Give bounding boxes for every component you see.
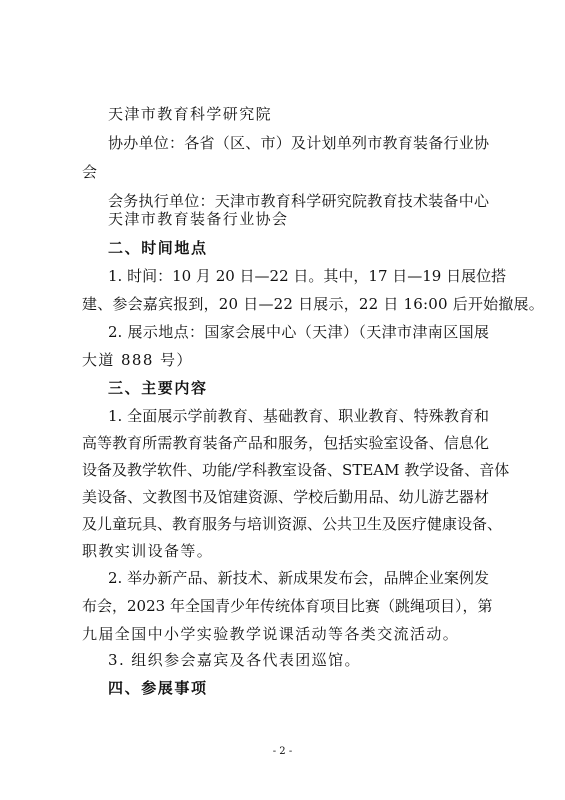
page-number: - 2 - (272, 746, 293, 757)
content-item2-line: 九届全国中小学实验教学说课活动等各类交流活动。 (82, 625, 460, 643)
location-line-2: 大道 888 号） (82, 351, 193, 369)
time-line-1: 1. 时间：10 月 20 日—22 日。其中，17 日—19 日展位搭 (108, 267, 507, 285)
section-heading-time-location: 二、时间地点 (108, 239, 208, 257)
time-line-2: 建、参会嘉宾报到，20 日—22 日展示，22 日 16:00 后开始撤展。 (82, 295, 544, 313)
content-item1-line: 职教实训设备等。 (82, 542, 214, 560)
content-item2-line: 布会，2023 年全国青少年传统体育项目比赛（跳绳项目），第 (82, 597, 493, 615)
organizer-line: 天津市教育科学研究院 (108, 105, 273, 123)
content-item3-line: 3. 组织参会嘉宾及各代表团巡馆。 (108, 651, 361, 669)
executive-unit-line-2: 天津市教育装备行业协会 (108, 210, 289, 228)
co-organizer-line: 协办单位：各省（区、市）及计划单列市教育装备行业协 (108, 134, 489, 152)
content-item1-line: 及儿童玩具、教育服务与培训资源、公共卫生及医疗健康设备、 (82, 515, 503, 533)
content-item1-line: 设备及教学软件、功能/学科教室设备、STEAM 教学设备、音体 (82, 461, 510, 479)
section-heading-exhibit: 四、参展事项 (108, 679, 208, 697)
location-line-1: 2. 展示地点：国家会展中心（天津）（天津市津南区国展 (108, 323, 489, 341)
content-item1-line: 高等教育所需教育装备产品和服务，包括实验室设备、信息化 (82, 434, 489, 452)
content-item1-line: 1. 全面展示学前教育、基础教育、职业教育、特殊教育和 (108, 407, 489, 425)
content-item2-line: 2. 举办新产品、新技术、新成果发布会，品牌企业案例发 (108, 569, 489, 587)
section-heading-content: 三、主要内容 (108, 379, 208, 397)
executive-unit-line: 会务执行单位：天津市教育科学研究院教育技术装备中心 (108, 192, 489, 210)
co-organizer-line-continued: 会 (82, 163, 99, 181)
content-item1-line: 美设备、文教图书及馆建资源、学校后勤用品、幼儿游艺器材 (82, 488, 489, 506)
